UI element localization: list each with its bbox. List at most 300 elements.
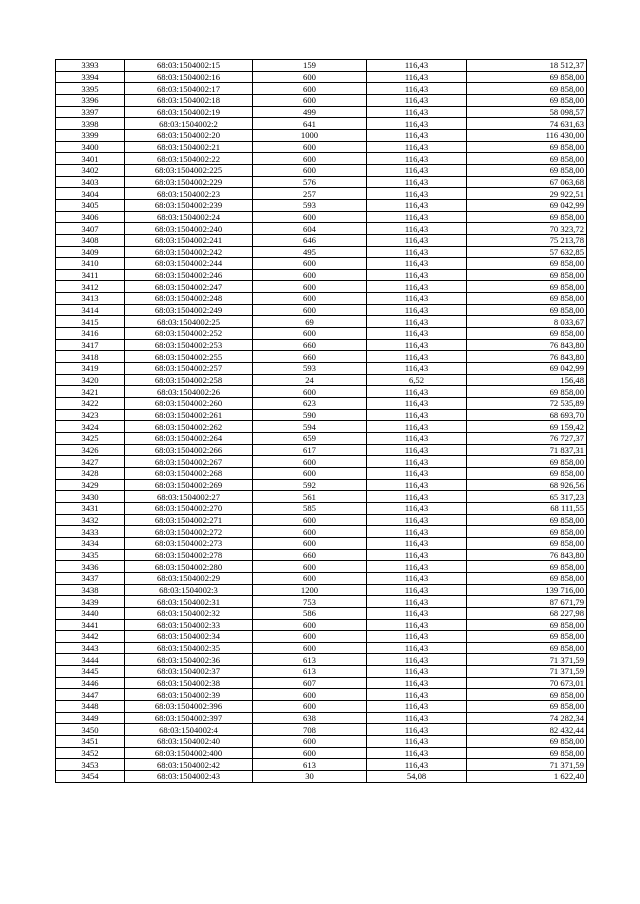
cadastral-number-cell: 68:03:1504002:24 xyxy=(125,211,253,223)
rate-cell: 116,43 xyxy=(367,479,467,491)
row-number-cell: 3420 xyxy=(56,374,125,386)
amount-cell: 69 858,00 xyxy=(467,293,587,305)
amount-cell: 69 858,00 xyxy=(467,561,587,573)
area-cell: 613 xyxy=(253,666,367,678)
rate-cell: 116,43 xyxy=(367,712,467,724)
area-cell: 600 xyxy=(253,269,367,281)
table-row xyxy=(56,83,587,95)
area-cell: 594 xyxy=(253,421,367,433)
row-number-cell: 3428 xyxy=(56,467,125,479)
row-number-cell: 3414 xyxy=(56,304,125,316)
amount-cell: 69 858,00 xyxy=(467,328,587,340)
cadastral-number-cell: 68:03:1504002:268 xyxy=(125,467,253,479)
area-cell: 600 xyxy=(253,211,367,223)
area-cell: 593 xyxy=(253,363,367,375)
rate-cell: 116,43 xyxy=(367,339,467,351)
table-row xyxy=(56,339,587,351)
area-cell: 600 xyxy=(253,258,367,270)
row-number-cell: 3396 xyxy=(56,94,125,106)
cadastral-number-cell: 68:03:1504002:271 xyxy=(125,514,253,526)
rate-cell: 116,43 xyxy=(367,246,467,258)
table-row xyxy=(56,747,587,759)
row-number-cell: 3404 xyxy=(56,188,125,200)
rate-cell: 116,43 xyxy=(367,106,467,118)
area-cell: 499 xyxy=(253,106,367,118)
table-row xyxy=(56,176,587,188)
table-row xyxy=(56,386,587,398)
amount-cell: 82 432,44 xyxy=(467,724,587,736)
amount-cell: 69 858,00 xyxy=(467,258,587,270)
rate-cell: 116,43 xyxy=(367,316,467,328)
rate-cell: 116,43 xyxy=(367,677,467,689)
rate-cell: 116,43 xyxy=(367,444,467,456)
amount-cell: 69 858,00 xyxy=(467,456,587,468)
area-cell: 607 xyxy=(253,677,367,689)
amount-cell: 1 622,40 xyxy=(467,771,587,783)
row-number-cell: 3412 xyxy=(56,281,125,293)
rate-cell: 54,08 xyxy=(367,771,467,783)
table-row xyxy=(56,351,587,363)
amount-cell: 69 858,00 xyxy=(467,83,587,95)
table-row xyxy=(56,619,587,631)
rate-cell: 116,43 xyxy=(367,71,467,83)
cadastral-number-cell: 68:03:1504002:249 xyxy=(125,304,253,316)
row-number-cell: 3417 xyxy=(56,339,125,351)
row-number-cell: 3413 xyxy=(56,293,125,305)
row-number-cell: 3438 xyxy=(56,584,125,596)
cadastral-number-cell: 68:03:1504002:42 xyxy=(125,759,253,771)
amount-cell: 68 111,55 xyxy=(467,502,587,514)
table-row xyxy=(56,153,587,165)
area-cell: 600 xyxy=(253,747,367,759)
cadastral-number-cell: 68:03:1504002:3 xyxy=(125,584,253,596)
area-cell: 600 xyxy=(253,328,367,340)
amount-cell: 69 858,00 xyxy=(467,386,587,398)
row-number-cell: 3402 xyxy=(56,164,125,176)
cadastral-number-cell: 68:03:1504002:23 xyxy=(125,188,253,200)
cadastral-number-cell: 68:03:1504002:264 xyxy=(125,433,253,445)
rate-cell: 116,43 xyxy=(367,199,467,211)
rate-cell: 116,43 xyxy=(367,269,467,281)
row-number-cell: 3435 xyxy=(56,549,125,561)
amount-cell: 29 922,51 xyxy=(467,188,587,200)
amount-cell: 69 042,99 xyxy=(467,363,587,375)
cadastral-number-cell: 68:03:1504002:31 xyxy=(125,596,253,608)
cadastral-number-cell: 68:03:1504002:397 xyxy=(125,712,253,724)
amount-cell: 69 858,00 xyxy=(467,211,587,223)
row-number-cell: 3450 xyxy=(56,724,125,736)
table-row xyxy=(56,304,587,316)
area-cell: 600 xyxy=(253,71,367,83)
amount-cell: 69 858,00 xyxy=(467,269,587,281)
amount-cell: 71 371,59 xyxy=(467,666,587,678)
amount-cell: 70 673,01 xyxy=(467,677,587,689)
row-number-cell: 3434 xyxy=(56,537,125,549)
area-cell: 753 xyxy=(253,596,367,608)
row-number-cell: 3445 xyxy=(56,666,125,678)
area-cell: 600 xyxy=(253,526,367,538)
table-row xyxy=(56,654,587,666)
rate-cell: 116,43 xyxy=(367,211,467,223)
rate-cell: 116,43 xyxy=(367,561,467,573)
table-row xyxy=(56,269,587,281)
area-cell: 600 xyxy=(253,164,367,176)
rate-cell: 116,43 xyxy=(367,118,467,130)
area-cell: 159 xyxy=(253,60,367,72)
cadastral-number-cell: 68:03:1504002:29 xyxy=(125,572,253,584)
area-cell: 604 xyxy=(253,223,367,235)
row-number-cell: 3441 xyxy=(56,619,125,631)
amount-cell: 69 858,00 xyxy=(467,619,587,631)
row-number-cell: 3409 xyxy=(56,246,125,258)
table-row xyxy=(56,421,587,433)
cadastral-number-cell: 68:03:1504002:252 xyxy=(125,328,253,340)
table-row xyxy=(56,211,587,223)
amount-cell: 69 042,99 xyxy=(467,199,587,211)
rate-cell: 116,43 xyxy=(367,188,467,200)
cadastral-number-cell: 68:03:1504002:16 xyxy=(125,71,253,83)
row-number-cell: 3415 xyxy=(56,316,125,328)
area-cell: 659 xyxy=(253,433,367,445)
amount-cell: 72 535,89 xyxy=(467,398,587,410)
area-cell: 623 xyxy=(253,398,367,410)
area-cell: 641 xyxy=(253,118,367,130)
amount-cell: 58 098,57 xyxy=(467,106,587,118)
rate-cell: 116,43 xyxy=(367,549,467,561)
cadastral-value-table xyxy=(55,59,587,783)
table-row xyxy=(56,71,587,83)
area-cell: 600 xyxy=(253,153,367,165)
rate-cell: 116,43 xyxy=(367,421,467,433)
rate-cell: 116,43 xyxy=(367,759,467,771)
amount-cell: 69 858,00 xyxy=(467,153,587,165)
cadastral-number-cell: 68:03:1504002:241 xyxy=(125,234,253,246)
cadastral-number-cell: 68:03:1504002:244 xyxy=(125,258,253,270)
table-row xyxy=(56,689,587,701)
row-number-cell: 3440 xyxy=(56,607,125,619)
cadastral-number-cell: 68:03:1504002:22 xyxy=(125,153,253,165)
table-row xyxy=(56,398,587,410)
table-row xyxy=(56,771,587,783)
area-cell: 600 xyxy=(253,467,367,479)
row-number-cell: 3451 xyxy=(56,736,125,748)
amount-cell: 139 716,00 xyxy=(467,584,587,596)
row-number-cell: 3416 xyxy=(56,328,125,340)
row-number-cell: 3424 xyxy=(56,421,125,433)
area-cell: 1000 xyxy=(253,129,367,141)
area-cell: 495 xyxy=(253,246,367,258)
cadastral-number-cell: 68:03:1504002:36 xyxy=(125,654,253,666)
cadastral-number-cell: 68:03:1504002:273 xyxy=(125,537,253,549)
cadastral-number-cell: 68:03:1504002:267 xyxy=(125,456,253,468)
row-number-cell: 3448 xyxy=(56,701,125,713)
amount-cell: 68 926,56 xyxy=(467,479,587,491)
table-row xyxy=(56,561,587,573)
table-row xyxy=(56,572,587,584)
row-number-cell: 3398 xyxy=(56,118,125,130)
table-row xyxy=(56,491,587,503)
row-number-cell: 3426 xyxy=(56,444,125,456)
row-number-cell: 3423 xyxy=(56,409,125,421)
amount-cell: 18 512,37 xyxy=(467,60,587,72)
rate-cell: 6,52 xyxy=(367,374,467,386)
row-number-cell: 3447 xyxy=(56,689,125,701)
cadastral-number-cell: 68:03:1504002:258 xyxy=(125,374,253,386)
row-number-cell: 3411 xyxy=(56,269,125,281)
area-cell: 600 xyxy=(253,304,367,316)
area-cell: 600 xyxy=(253,572,367,584)
table-row xyxy=(56,433,587,445)
row-number-cell: 3410 xyxy=(56,258,125,270)
table-row xyxy=(56,607,587,619)
cadastral-number-cell: 68:03:1504002:269 xyxy=(125,479,253,491)
area-cell: 30 xyxy=(253,771,367,783)
cadastral-number-cell: 68:03:1504002:255 xyxy=(125,351,253,363)
cadastral-number-cell: 68:03:1504002:240 xyxy=(125,223,253,235)
amount-cell: 69 858,00 xyxy=(467,304,587,316)
cadastral-number-cell: 68:03:1504002:246 xyxy=(125,269,253,281)
row-number-cell: 3425 xyxy=(56,433,125,445)
cadastral-number-cell: 68:03:1504002:253 xyxy=(125,339,253,351)
row-number-cell: 3419 xyxy=(56,363,125,375)
rate-cell: 116,43 xyxy=(367,467,467,479)
rate-cell: 116,43 xyxy=(367,689,467,701)
rate-cell: 116,43 xyxy=(367,153,467,165)
area-cell: 592 xyxy=(253,479,367,491)
cadastral-number-cell: 68:03:1504002:33 xyxy=(125,619,253,631)
area-cell: 600 xyxy=(253,83,367,95)
rate-cell: 116,43 xyxy=(367,619,467,631)
table-row xyxy=(56,199,587,211)
area-cell: 600 xyxy=(253,293,367,305)
rate-cell: 116,43 xyxy=(367,537,467,549)
table-row xyxy=(56,724,587,736)
cadastral-number-cell: 68:03:1504002:20 xyxy=(125,129,253,141)
area-cell: 600 xyxy=(253,561,367,573)
amount-cell: 156,48 xyxy=(467,374,587,386)
rate-cell: 116,43 xyxy=(367,129,467,141)
amount-cell: 69 858,00 xyxy=(467,701,587,713)
row-number-cell: 3442 xyxy=(56,631,125,643)
table-row xyxy=(56,293,587,305)
amount-cell: 69 858,00 xyxy=(467,642,587,654)
rate-cell: 116,43 xyxy=(367,83,467,95)
amount-cell: 69 858,00 xyxy=(467,526,587,538)
rate-cell: 116,43 xyxy=(367,409,467,421)
row-number-cell: 3399 xyxy=(56,129,125,141)
amount-cell: 70 323,72 xyxy=(467,223,587,235)
row-number-cell: 3431 xyxy=(56,502,125,514)
table-row xyxy=(56,94,587,106)
cadastral-number-cell: 68:03:1504002:272 xyxy=(125,526,253,538)
cadastral-number-cell: 68:03:1504002:39 xyxy=(125,689,253,701)
table-row xyxy=(56,60,587,72)
amount-cell: 71 837,31 xyxy=(467,444,587,456)
row-number-cell: 3446 xyxy=(56,677,125,689)
table-row xyxy=(56,374,587,386)
cadastral-number-cell: 68:03:1504002:2 xyxy=(125,118,253,130)
cadastral-number-cell: 68:03:1504002:18 xyxy=(125,94,253,106)
table-row xyxy=(56,328,587,340)
cadastral-number-cell: 68:03:1504002:261 xyxy=(125,409,253,421)
row-number-cell: 3432 xyxy=(56,514,125,526)
row-number-cell: 3433 xyxy=(56,526,125,538)
rate-cell: 116,43 xyxy=(367,433,467,445)
table-row xyxy=(56,736,587,748)
amount-cell: 57 632,85 xyxy=(467,246,587,258)
amount-cell: 67 063,68 xyxy=(467,176,587,188)
table-row xyxy=(56,596,587,608)
rate-cell: 116,43 xyxy=(367,328,467,340)
rate-cell: 116,43 xyxy=(367,223,467,235)
amount-cell: 69 858,00 xyxy=(467,141,587,153)
amount-cell: 69 858,00 xyxy=(467,281,587,293)
rate-cell: 116,43 xyxy=(367,596,467,608)
table-row xyxy=(56,363,587,375)
area-cell: 708 xyxy=(253,724,367,736)
amount-cell: 76 843,80 xyxy=(467,351,587,363)
cadastral-number-cell: 68:03:1504002:34 xyxy=(125,631,253,643)
cadastral-number-cell: 68:03:1504002:266 xyxy=(125,444,253,456)
cadastral-number-cell: 68:03:1504002:270 xyxy=(125,502,253,514)
amount-cell: 68 693,70 xyxy=(467,409,587,421)
amount-cell: 87 671,79 xyxy=(467,596,587,608)
table-row xyxy=(56,701,587,713)
cadastral-number-cell: 68:03:1504002:400 xyxy=(125,747,253,759)
rate-cell: 116,43 xyxy=(367,176,467,188)
amount-cell: 69 858,00 xyxy=(467,736,587,748)
rate-cell: 116,43 xyxy=(367,60,467,72)
row-number-cell: 3408 xyxy=(56,234,125,246)
cadastral-number-cell: 68:03:1504002:27 xyxy=(125,491,253,503)
table-row xyxy=(56,584,587,596)
row-number-cell: 3444 xyxy=(56,654,125,666)
rate-cell: 116,43 xyxy=(367,631,467,643)
area-cell: 600 xyxy=(253,514,367,526)
cadastral-number-cell: 68:03:1504002:229 xyxy=(125,176,253,188)
amount-cell: 76 843,80 xyxy=(467,339,587,351)
cadastral-number-cell: 68:03:1504002:396 xyxy=(125,701,253,713)
cadastral-number-cell: 68:03:1504002:4 xyxy=(125,724,253,736)
row-number-cell: 3430 xyxy=(56,491,125,503)
cadastral-number-cell: 68:03:1504002:239 xyxy=(125,199,253,211)
cadastral-number-cell: 68:03:1504002:40 xyxy=(125,736,253,748)
table-row xyxy=(56,316,587,328)
cadastral-number-cell: 68:03:1504002:247 xyxy=(125,281,253,293)
table-row xyxy=(56,118,587,130)
amount-cell: 69 858,00 xyxy=(467,537,587,549)
area-cell: 257 xyxy=(253,188,367,200)
table-row xyxy=(56,479,587,491)
area-cell: 561 xyxy=(253,491,367,503)
area-cell: 613 xyxy=(253,759,367,771)
row-number-cell: 3429 xyxy=(56,479,125,491)
table-row xyxy=(56,759,587,771)
area-cell: 600 xyxy=(253,736,367,748)
amount-cell: 68 227,98 xyxy=(467,607,587,619)
area-cell: 660 xyxy=(253,339,367,351)
cadastral-number-cell: 68:03:1504002:32 xyxy=(125,607,253,619)
area-cell: 638 xyxy=(253,712,367,724)
rate-cell: 116,43 xyxy=(367,724,467,736)
row-number-cell: 3427 xyxy=(56,456,125,468)
cadastral-number-cell: 68:03:1504002:19 xyxy=(125,106,253,118)
amount-cell: 69 858,00 xyxy=(467,631,587,643)
rate-cell: 116,43 xyxy=(367,502,467,514)
rate-cell: 116,43 xyxy=(367,351,467,363)
area-cell: 1200 xyxy=(253,584,367,596)
table-row xyxy=(56,456,587,468)
area-cell: 590 xyxy=(253,409,367,421)
cadastral-number-cell: 68:03:1504002:15 xyxy=(125,60,253,72)
table-row xyxy=(56,223,587,235)
amount-cell: 76 727,37 xyxy=(467,433,587,445)
area-cell: 585 xyxy=(253,502,367,514)
area-cell: 660 xyxy=(253,549,367,561)
amount-cell: 76 843,80 xyxy=(467,549,587,561)
row-number-cell: 3400 xyxy=(56,141,125,153)
rate-cell: 116,43 xyxy=(367,607,467,619)
amount-cell: 69 858,00 xyxy=(467,164,587,176)
table-row xyxy=(56,631,587,643)
area-cell: 600 xyxy=(253,701,367,713)
cadastral-number-cell: 68:03:1504002:248 xyxy=(125,293,253,305)
rate-cell: 116,43 xyxy=(367,526,467,538)
row-number-cell: 3393 xyxy=(56,60,125,72)
table-row xyxy=(56,526,587,538)
area-cell: 24 xyxy=(253,374,367,386)
cadastral-number-cell: 68:03:1504002:21 xyxy=(125,141,253,153)
rate-cell: 116,43 xyxy=(367,94,467,106)
row-number-cell: 3453 xyxy=(56,759,125,771)
cadastral-number-cell: 68:03:1504002:278 xyxy=(125,549,253,561)
area-cell: 69 xyxy=(253,316,367,328)
rate-cell: 116,43 xyxy=(367,293,467,305)
table-row xyxy=(56,467,587,479)
rate-cell: 116,43 xyxy=(367,747,467,759)
amount-cell: 69 858,00 xyxy=(467,747,587,759)
table-row xyxy=(56,537,587,549)
row-number-cell: 3418 xyxy=(56,351,125,363)
rate-cell: 116,43 xyxy=(367,456,467,468)
rate-cell: 116,43 xyxy=(367,736,467,748)
rate-cell: 116,43 xyxy=(367,281,467,293)
rate-cell: 116,43 xyxy=(367,398,467,410)
area-cell: 600 xyxy=(253,631,367,643)
amount-cell: 69 858,00 xyxy=(467,689,587,701)
table-row xyxy=(56,129,587,141)
area-cell: 600 xyxy=(253,281,367,293)
cadastral-number-cell: 68:03:1504002:35 xyxy=(125,642,253,654)
cadastral-number-cell: 68:03:1504002:26 xyxy=(125,386,253,398)
table-row xyxy=(56,246,587,258)
table-row xyxy=(56,549,587,561)
area-cell: 600 xyxy=(253,386,367,398)
rate-cell: 116,43 xyxy=(367,363,467,375)
row-number-cell: 3452 xyxy=(56,747,125,759)
cadastral-number-cell: 68:03:1504002:242 xyxy=(125,246,253,258)
row-number-cell: 3443 xyxy=(56,642,125,654)
cadastral-number-cell: 68:03:1504002:225 xyxy=(125,164,253,176)
row-number-cell: 3439 xyxy=(56,596,125,608)
row-number-cell: 3449 xyxy=(56,712,125,724)
row-number-cell: 3454 xyxy=(56,771,125,783)
table-row xyxy=(56,164,587,176)
table-row xyxy=(56,258,587,270)
area-cell: 600 xyxy=(253,619,367,631)
amount-cell: 69 159,42 xyxy=(467,421,587,433)
cadastral-number-cell: 68:03:1504002:17 xyxy=(125,83,253,95)
